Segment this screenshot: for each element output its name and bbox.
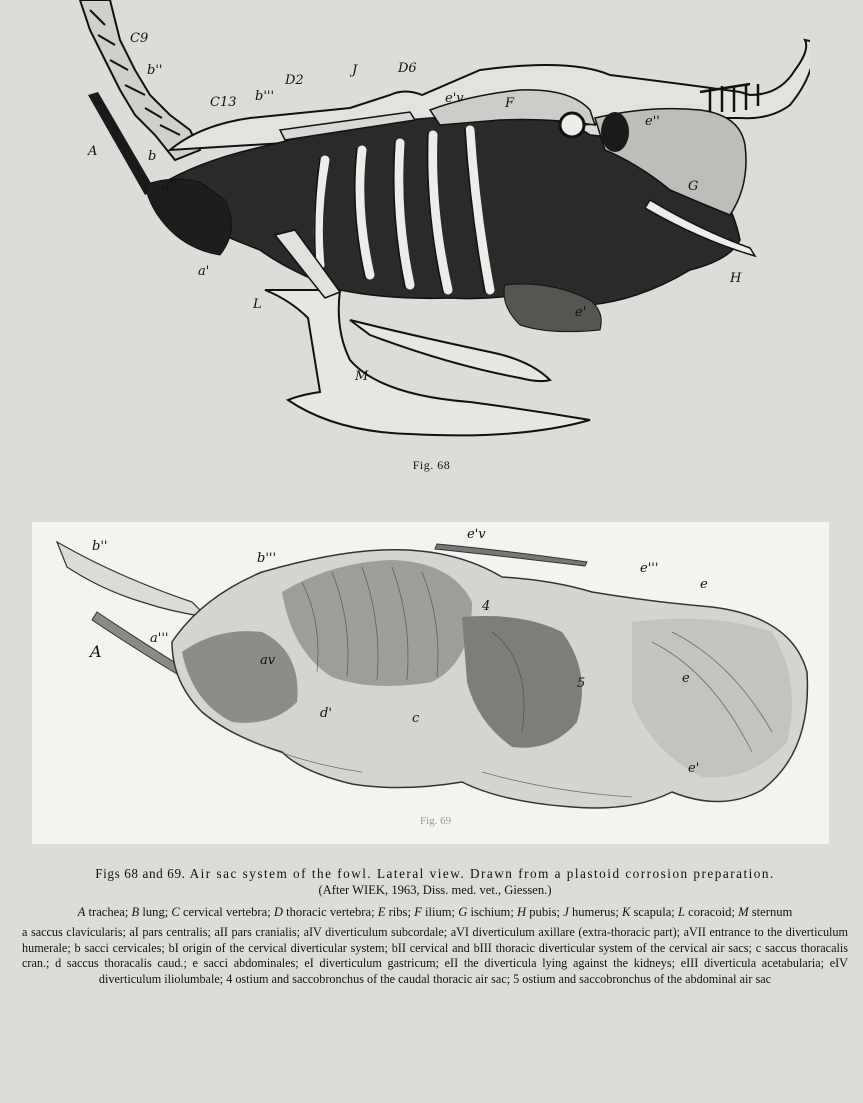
legend-bone-key: M bbox=[738, 905, 749, 919]
label-av: av bbox=[260, 653, 276, 668]
legend-bone-item bbox=[171, 905, 273, 919]
legend-bone-item bbox=[517, 905, 563, 919]
legend-bone-term: lung; bbox=[139, 905, 172, 919]
legend-bone-term: sternum bbox=[748, 905, 793, 919]
caption-figs: Figs 68 and 69. bbox=[95, 866, 186, 881]
figure-caption-block bbox=[22, 866, 848, 987]
legend-bone-key: J bbox=[563, 905, 569, 919]
trachea bbox=[92, 612, 182, 674]
cervical-vertebrae bbox=[80, 0, 200, 160]
legend-bone-key: D bbox=[273, 905, 283, 919]
legend-bone-item bbox=[563, 905, 622, 919]
label-e2: e'' bbox=[645, 114, 660, 129]
label-c13: C13 bbox=[210, 95, 237, 110]
hip-joint bbox=[560, 113, 584, 137]
label-a2: a'' bbox=[162, 179, 177, 194]
legend-bone-term: coracoid; bbox=[684, 905, 739, 919]
legend-air-sacs: a saccus clavicularis; aI pars centralis; aII pars cranialis; aIV diverticulum subcordale; aVI diverticulum axillare (extra-thoracic part); aVII entrance to the diverticulum humerale; b sacci cervicales; bI origin of the cervical diverticular system; bII cervical and bIII thoracic diverticular system of the cervical air sacs; c saccus thoracalis cran.; d saccus thoracalis caud.; e sacci abdominales; eI diverticulum gastricum; eII the diverticula lying against the kidneys; eIII diverticula acetabularia; eIV diverticulum iliolumbale; 4 ostium and saccobronchus of the caudal thoracic air sac; 5 ostium and saccobronchus of the abdominal air sac bbox=[22, 925, 848, 986]
legend-bone-item bbox=[678, 905, 738, 919]
legend-bone-term: cervical vertebra; bbox=[179, 905, 274, 919]
legend-bone-term: scapula; bbox=[630, 905, 678, 919]
legend-bone-item bbox=[274, 905, 378, 919]
label-e-mid: e bbox=[682, 671, 690, 686]
label-a-trachea: A bbox=[88, 144, 98, 159]
legend-bone-key: A bbox=[77, 905, 86, 919]
figure-69-drawing bbox=[32, 522, 829, 844]
legend-bone-term: ribs; bbox=[385, 905, 415, 919]
cervical-column bbox=[57, 542, 207, 617]
label-m: M bbox=[355, 369, 369, 384]
label-a-trachea: A bbox=[90, 642, 102, 661]
legend-bone-key: B bbox=[131, 905, 140, 919]
label-d2: D2 bbox=[285, 73, 304, 88]
label-e4: e'v bbox=[467, 527, 486, 542]
figure-69-caption: Fig. 69 bbox=[420, 815, 452, 827]
label-e4: e'v bbox=[445, 91, 464, 106]
sternum-keel bbox=[350, 320, 550, 381]
caption-source: (After WIEK, 1963, Diss. med. vet., Giessen.) bbox=[318, 883, 552, 897]
legend-bone-item bbox=[78, 905, 132, 919]
label-b2: b'' bbox=[92, 539, 108, 554]
label-c9: C9 bbox=[130, 31, 149, 46]
legend-bone-key: K bbox=[621, 905, 631, 919]
label-e-upper: e bbox=[700, 577, 708, 592]
label-b3: b''' bbox=[255, 89, 275, 104]
legend-bone-item bbox=[738, 905, 792, 919]
label-j: J bbox=[352, 63, 358, 78]
label-num4: 4 bbox=[482, 599, 491, 614]
label-e1: e' bbox=[688, 761, 700, 776]
label-a7: a''' bbox=[150, 631, 169, 646]
legend-bone-term: ilium; bbox=[421, 905, 459, 919]
figure-69-illustration bbox=[32, 522, 829, 844]
legend-bone-item bbox=[378, 905, 414, 919]
label-b2: b'' bbox=[147, 63, 163, 78]
legend-bone-key: L bbox=[677, 905, 685, 919]
label-d6: D6 bbox=[398, 61, 417, 76]
legend-bone-item bbox=[132, 905, 172, 919]
legend-bone-term: ischium; bbox=[467, 905, 517, 919]
figure-68-caption: Fig. 68 bbox=[412, 458, 451, 472]
label-num5: 5 bbox=[577, 676, 586, 691]
legend-bone-term: humerus; bbox=[568, 905, 622, 919]
figure-68-illustration bbox=[50, 0, 810, 450]
obturator-foramen bbox=[601, 112, 629, 152]
caption-title bbox=[22, 866, 848, 882]
label-l: L bbox=[253, 297, 262, 312]
label-b3: b''' bbox=[257, 551, 277, 566]
legend-bone-term: trachea; bbox=[85, 905, 132, 919]
legend-bones bbox=[22, 904, 848, 920]
label-b-small: b bbox=[148, 149, 157, 164]
label-f: F bbox=[505, 96, 515, 111]
legend-bone-term: pubis; bbox=[526, 905, 564, 919]
legend-bone-item bbox=[458, 905, 517, 919]
label-a1: a' bbox=[198, 264, 210, 279]
legend-bone-key: C bbox=[171, 905, 180, 919]
figure-68-drawing bbox=[50, 0, 810, 450]
label-c: c bbox=[412, 711, 420, 726]
label-e1: e' bbox=[575, 305, 587, 320]
legend-bone-key: H bbox=[517, 905, 527, 919]
caption-title-text: Air sac system of the fowl. Lateral view. Drawn from a plastoid corrosion preparation. bbox=[189, 866, 775, 881]
label-d: d' bbox=[320, 706, 332, 721]
label-g: G bbox=[688, 179, 699, 194]
legend-bone-term: thoracic vertebra; bbox=[282, 905, 378, 919]
legend-bone-item bbox=[622, 905, 678, 919]
legend-bone-key: G bbox=[458, 905, 468, 919]
legend-bone-key: E bbox=[377, 905, 386, 919]
label-e3: e''' bbox=[640, 561, 659, 576]
legend-bone-key: F bbox=[414, 905, 422, 919]
legend-bone-item bbox=[414, 905, 458, 919]
label-h: H bbox=[730, 271, 742, 286]
